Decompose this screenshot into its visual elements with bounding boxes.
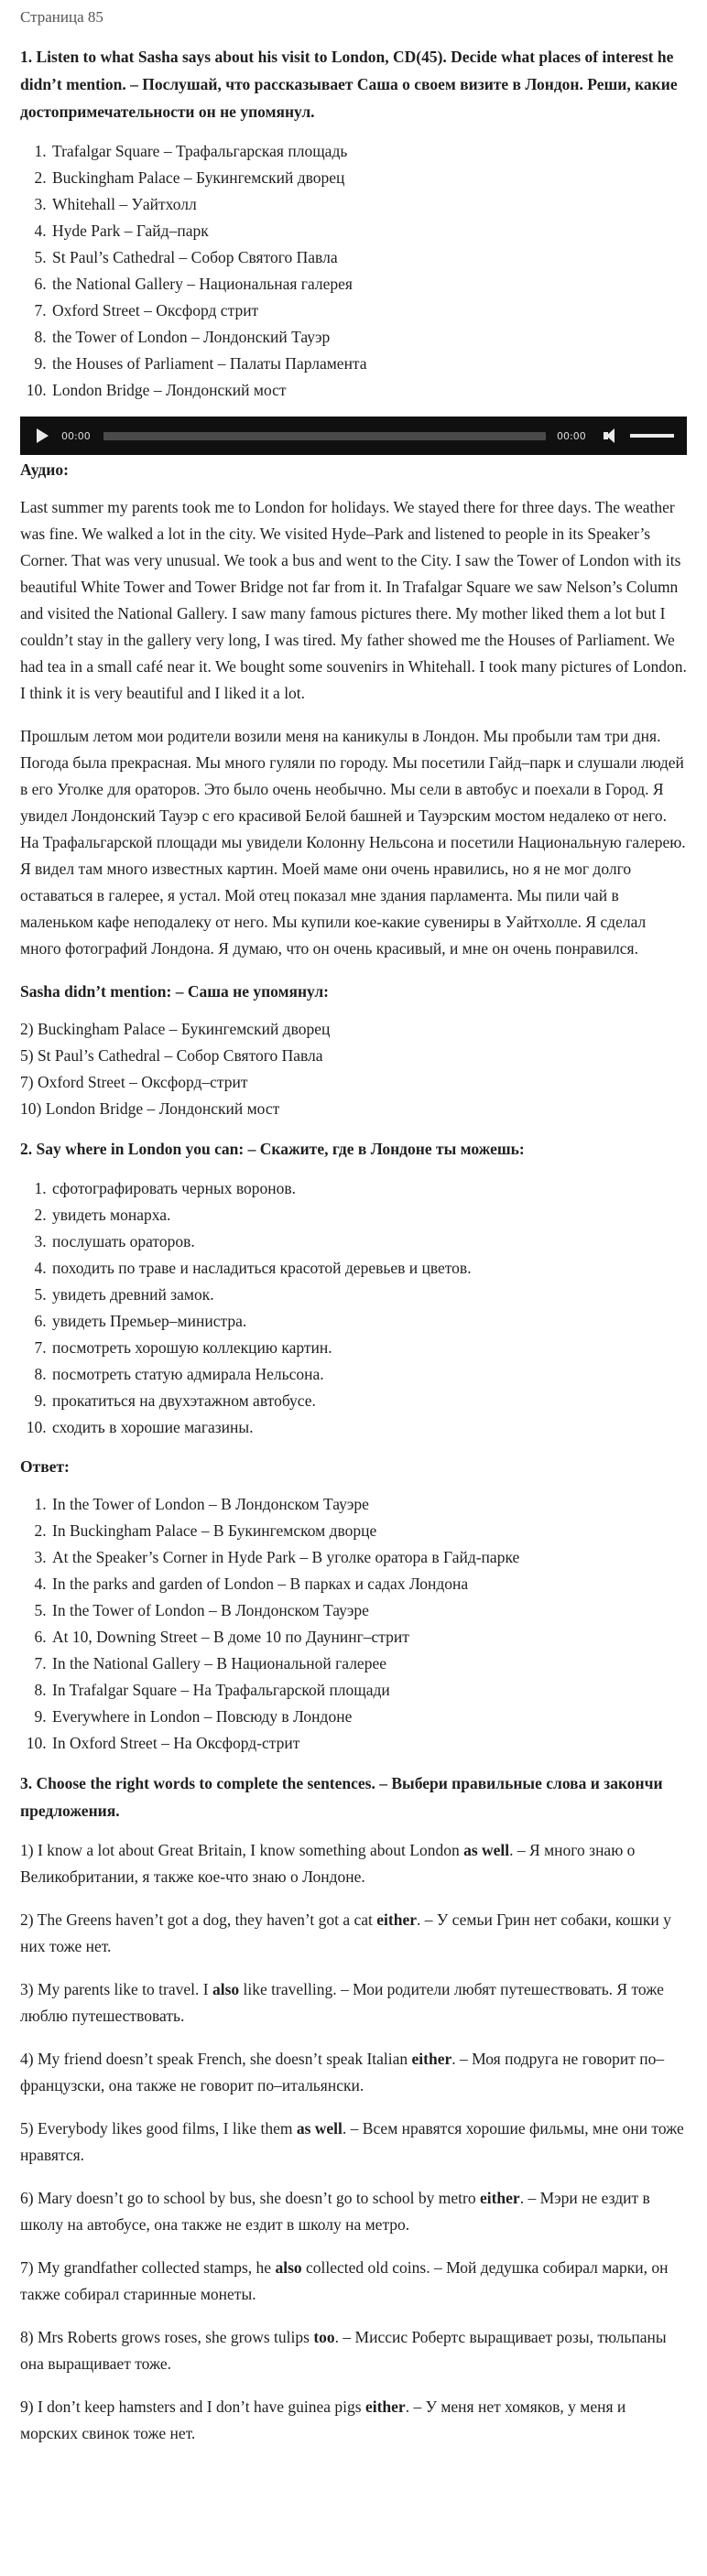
answer-word: as well [463,1841,510,1859]
current-time: 00:00 [61,429,91,442]
sentence-text: 5) Everybody likes good films, I like them [20,2119,297,2138]
sentence-text: like travelling. – Мои родители любят путешествовать. Я тоже люблю путешествовать. [20,1980,664,2025]
answer-word: either [479,2189,520,2207]
answer-line: 10) London Bridge – Лондонский мост [20,1099,280,1118]
sentence-text: 3) My parents like to travel. I [20,1980,212,1998]
sentence-text: 1) I know a lot about Great Britain, I know something about London [20,1841,464,1859]
list-item: 7. In the National Gallery – В Национальной галерее [50,1651,687,1677]
list-item: 4. Hyde Park – Гайд–парк [50,218,687,244]
list-item: 5. увидеть древний замок. [50,1282,687,1308]
sentence [20,1907,687,1960]
list-item: 6. увидеть Премьер–министра. [50,1308,687,1335]
play-icon[interactable] [37,428,49,443]
sentence-text: . – Я много знаю о Великобритании, я также кое-что знаю о Лондоне. [20,1841,636,1886]
list-item: 6. At 10, Downing Street – В доме 10 по Даунинг–стрит [50,1624,687,1651]
list-item: 3. послушать ораторов. [50,1228,687,1255]
sentence-text: collected old coins. – Мой дедушка собирал марки, он также собирал старинные монеты. [20,2258,669,2303]
volume-icon[interactable] [603,428,621,443]
list-item: 10. In Oxford Street – На Оксфорд-стрит [50,1730,687,1757]
sentence-text: 7) My grandfather collected stamps, he [20,2258,276,2277]
answer-line: 2) Buckingham Palace – Букингемский дворец [20,1020,331,1038]
answer-word: as well [296,2119,343,2138]
sentence-text: . – Моя подруга не говорит по–французски, она также не говорит по–итальянски. [20,2050,665,2094]
list-item: 9. прокатиться на двухэтажном автобусе. [50,1388,687,1414]
sentence [20,2394,687,2447]
sentence [20,2116,687,2169]
exercise-1-answer-title: Sasha didn’t mention: – Саша не упомянул: [20,982,330,1001]
list-item: 10. сходить в хорошие магазины. [50,1414,687,1441]
list-item: 9. the Houses of Parliament – Палаты Парламента [50,351,687,377]
exercise-2-answers [20,1491,687,1757]
sentence-text: 6) Mary doesn’t go to school by bus, she doesn’t go to school by metro [20,2189,480,2207]
exercise-2-title: 2. Say where in London you can: – Скажите, где в Лондоне ты можешь: [20,1140,525,1158]
exercise-3-title: 3. Choose the right words to complete the sentences. – Выбери правильные слова и закончи предложения. [20,1774,663,1820]
list-item: 9. Everywhere in London – Повсюду в Лондоне [50,1704,687,1730]
answer-line: 5) St Paul’s Cathedral – Собор Святого Павла [20,1046,323,1065]
list-item: 8. the Tower of London – Лондонский Тауэр [50,324,687,351]
list-item: 5. In the Tower of London – В Лондонском Тауэре [50,1597,687,1624]
sentence-text: 8) Mrs Roberts grows roses, she grows tulips [20,2328,314,2346]
sentence-text: . – У семьи Грин нет собаки, кошки у них тоже нет. [20,1910,671,1955]
audio-text-russian: Прошлым летом мои родители возили меня на каникулы в Лондон. Мы пробыли там три дня. Погода была прекрасная. Мы много гуляли по городу. Мы посетили Гайд–парк и слушали людей в его Уголке для ораторов. Это было очень необычно. Мы сели в автобус и поехали в Город. Я увидел Лондонский Тауэр с его красивой Белой башней и Тауэрским мостом недалеко от него. На Трафальгарской площади мы увидели Колонну Нельсона и посетили Национальную галерею. Я видел там много известных картин. Моей маме они очень нравились, но я не мог долго оставаться в галерее, я устал. Мой отец показал мне здания парламента. Мы пили чай в маленьком кафе неподалеку от него. Мы купили кое-какие сувениры в Уайтхолле. Я сделал много фотографий Лондона. Я думаю, что он очень красивый, и мне он очень понравился. [20,727,686,958]
sentence [20,2046,687,2099]
sentence [20,1837,687,1890]
answer-word: also [212,1980,240,1998]
answer-word: too [313,2328,335,2346]
list-item: 2. In Buckingham Palace – В Букингемском дворце [50,1518,687,1544]
sentence-text: 9) I don’t keep hamsters and I don’t have guinea pigs [20,2397,365,2416]
answer-word: also [275,2258,302,2277]
sentence [20,2255,687,2308]
audio-player [20,417,687,455]
sentence-text: . – Мэри не ездит в школу на автобусе, она также не ездит в школу на метро. [20,2189,650,2234]
exercise-1-list [20,138,687,404]
list-item: 8. In Trafalgar Square – На Трафальгарской площади [50,1677,687,1704]
list-item: 5. St Paul’s Cathedral – Собор Святого Павла [50,244,687,271]
sentence-text: . – Всем нравятся хорошие фильмы, мне они тоже нравятся. [20,2119,684,2164]
exercise-3-sentences [20,1837,687,2447]
list-item: 1. сфотографировать черных воронов. [50,1175,687,1202]
list-item: 3. At the Speaker’s Corner in Hyde Park – В уголке оратора в Гайд-парке [50,1544,687,1571]
list-item: 4. In the parks and garden of London – В парках и садах Лондона [50,1571,687,1597]
exercise-2-list [20,1175,687,1441]
list-item: 10. London Bridge – Лондонский мост [50,377,687,404]
audio-progress-bar[interactable] [103,432,546,440]
list-item: 4. походить по траве и насладиться красотой деревьев и цветов. [50,1255,687,1282]
sentence [20,1976,687,2029]
list-item: 2. Buckingham Palace – Букингемский дворец [50,165,687,191]
volume-slider[interactable] [630,434,674,438]
answer-word: either [364,2397,406,2416]
sentence-text: 4) My friend doesn’t speak French, she doesn’t speak Italian [20,2050,412,2068]
list-item: 2. увидеть монарха. [50,1202,687,1228]
list-item: 3. Whitehall – Уайтхолл [50,191,687,218]
total-time: 00:00 [557,429,586,442]
audio-label: Аудио: [20,460,69,479]
list-item: 1. In the Tower of London – В Лондонском Тауэре [50,1491,687,1518]
answer-word: either [376,1910,417,1929]
page-label: Страница 85 [20,8,103,26]
answer-word: either [411,2050,452,2068]
list-item: 8. посмотреть статую адмирала Нельсона. [50,1361,687,1388]
sentence-text: . – У меня нет хомяков, у меня и морских свинок тоже нет. [20,2397,626,2442]
sentence [20,2324,687,2377]
list-item: 6. the National Gallery – Национальная галерея [50,271,687,298]
list-item: 1. Trafalgar Square – Трафальгарская площадь [50,138,687,165]
sentence [20,2185,687,2238]
exercise-1-answers [20,1016,687,1122]
answer-line: 7) Oxford Street – Оксфорд–стрит [20,1073,248,1091]
sentence-text: 2) The Greens haven’t got a dog, they haven’t got a cat [20,1910,377,1929]
exercise-2-answer-title: Ответ: [20,1457,70,1476]
sentence-text: . – Миссис Робертс выращивает розы, тюльпаны она выращивает тоже. [20,2328,667,2373]
list-item: 7. Oxford Street – Оксфорд стрит [50,298,687,324]
page-content [0,4,707,2447]
audio-text-english: Last summer my parents took me to London for holidays. We stayed there for three days. The weather was fine. We walked a lot in the city. We visited Hyde–Park and listened to people in its Speaker’s Corner. That was very unusual. We took a bus and went to the City. I saw the Tower of London with its beautiful White Tower and Tower Bridge not far from it. In Trafalgar Square we saw Nelson’s Column and visited the National Gallery. I saw many famous pictures there. My mother liked them a lot but I couldn’t stay in the gallery very long, I was tired. My father showed me the Houses of Parliament. We had tea in a small café near it. We bought some souvenirs in Whitehall. I took many pictures of London. I think it is very beautiful and I liked it a lot. [20,498,687,702]
exercise-1-title: 1. Listen to what Sasha says about his visit to London, CD(45). Decide what places of interest he didn’t mention. – Послушай, что рассказывает Саша о своем визите в Лондон. Реши, какие достопримечательности он не упомянул. [20,48,678,121]
list-item: 7. посмотреть хорошую коллекцию картин. [50,1335,687,1361]
